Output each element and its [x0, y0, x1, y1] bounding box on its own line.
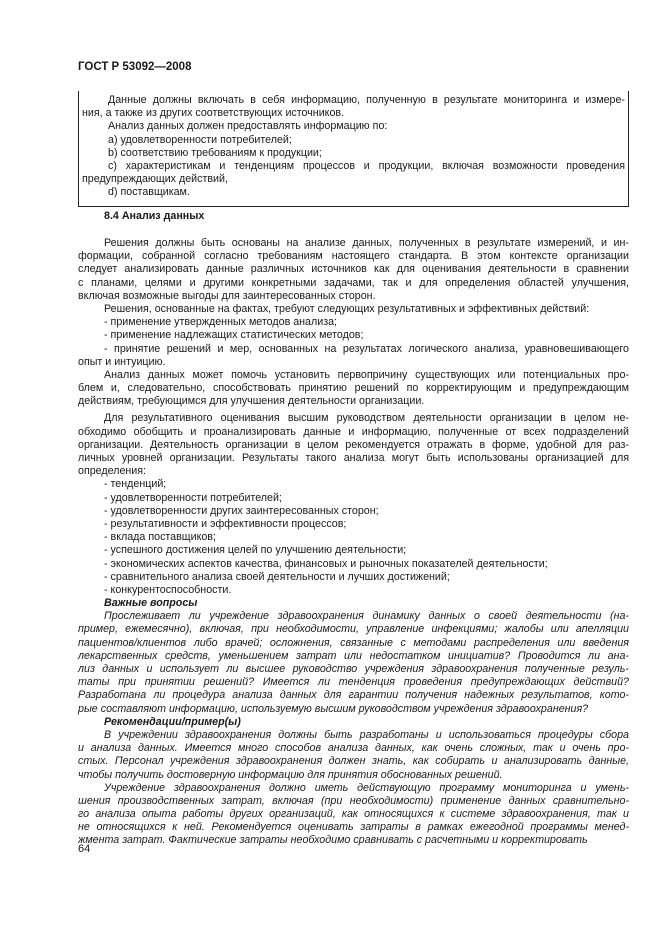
text-line: Данные должны включать в себя информацию, полученную в результате мониторинга и измере- [108, 94, 625, 106]
text-line: - экономических аспектов качества, финансовых и рыночных показателей деятельности; [104, 557, 548, 570]
text-line: c) характеристикам и тенденциям процессов и продукции, включая возможности проведения [108, 159, 625, 172]
list-item [78, 505, 629, 518]
text-line: рые составляют информацию, используемую высшим руководством учреждения здравоохранения? [78, 702, 589, 715]
text-line: личных уровней организации. Результаты такого анализа могут быть использованы организацией для [78, 452, 629, 464]
framed-text-box [78, 91, 629, 207]
text-line: - применение утвержденных методов анализа; [104, 316, 338, 329]
text-line: - тенденций; [104, 478, 167, 491]
text-line: шения производственных затрат, включая (при необходимости) применение данных сравнительно- [78, 794, 629, 807]
document-header: ГОСТ Р 53092—2008 [78, 61, 192, 73]
text-line: стых. Персонал учреждения здравоохранения должен знать, как собирать и анализировать данные, [78, 755, 629, 768]
text-line: d) поставщикам. [108, 186, 190, 199]
paragraph [82, 160, 625, 186]
paragraph [78, 782, 629, 848]
text-line: следует анализировать данные различных источников как для оценивания деятельности в сравнении [78, 263, 629, 276]
paragraph [78, 343, 629, 369]
page-number: 64 [78, 843, 91, 855]
text-line: Решения, основанные на фактах, требуют следующих результативных и эффективных действий: [104, 302, 590, 315]
list-item [82, 186, 625, 199]
text-line: предупреждающих действий, [82, 173, 228, 186]
paragraph [82, 120, 625, 133]
text-line: пример, ежемесячно), включая, при необходимости, управление инфекциями; жалобы или апелляции [78, 623, 629, 636]
text-line: Важные вопросы [104, 597, 198, 610]
text-line: - вклада поставщиков; [104, 531, 216, 544]
text-line: - успешного достижения целей по улучшению деятельности; [104, 544, 407, 557]
list-item [78, 531, 629, 544]
list-item [78, 492, 629, 505]
list-item [78, 571, 629, 584]
text-line: лекарственных средств, уменьшением затрат или недостатком инициатив? Проводится ли ана- [78, 649, 629, 662]
text-line: го анализа опыта работы других организаций, как относящихся к системе здравоохранения, так и [78, 808, 629, 821]
paragraph [78, 729, 629, 782]
subheading [78, 716, 629, 729]
text-line: a) удовлетворенности потребителей; [108, 133, 292, 146]
list-item [78, 518, 629, 531]
text-line: - применение надлежащих статистических методов; [104, 329, 364, 342]
text-line: - принятие решений и мер, основанных на результатах логического анализа, уравновешивающего [104, 342, 629, 355]
section-heading: 8.4 Анализ данных [104, 210, 205, 222]
text-line: определения: [78, 465, 147, 478]
document-body [78, 208, 629, 848]
text-line: - удовлетворенности потребителей; [104, 491, 282, 504]
list-item [78, 478, 629, 491]
text-line: и анализа данных. Имеется много способов анализа данных, как очень сложных, так и очень про- [78, 742, 629, 755]
list-item [78, 316, 629, 329]
text-line: формации, собранной согласно требованиям настоящего стандарта. В этом контексте организации [78, 250, 629, 263]
text-line: не относящихся к ней. Рекомендуется оценивать затраты в рамках ежегодной программы менед- [78, 821, 629, 834]
text-line: - удовлетворенности других заинтересованных сторон; [104, 504, 379, 517]
text-line: таты при принятии решений? Имеется ли тенденция проведения предупреждающих действий? [78, 676, 629, 689]
paragraph [78, 369, 629, 409]
text-line: Для результативного оценивания высшим руководством деятельности организации в целом не- [104, 412, 629, 425]
list-item [82, 147, 625, 160]
list-item [78, 558, 629, 571]
paragraph [78, 610, 629, 716]
text-line: лиз данных и использует ли высшее руководство учреждения здравоохранения полученные резуль- [78, 663, 629, 675]
subheading [78, 597, 629, 610]
text-line: действиям, требующимся для улучшения деятельности организации. [78, 395, 425, 408]
text-line: Решения должны быть основаны на анализе данных, полученных в результате измерений, и ин- [104, 237, 629, 249]
text-line: включая возможные выгоды для заинтересованных сторон. [78, 289, 376, 302]
text-line: - сравнительного анализа своей деятельности и лучших достижений; [104, 570, 450, 583]
text-line: блем и, следовательно, способствовать принятию решений по корректирующим и предупреждающим [78, 382, 629, 395]
text-line: ния, а также из других соответствующих источников. [82, 107, 345, 120]
list-item [78, 544, 629, 557]
list-item [78, 584, 629, 597]
paragraph [82, 94, 625, 120]
text-line: Рекомендации/пример(ы) [104, 715, 241, 728]
list-item [78, 329, 629, 342]
text-line: жмента затрат. Фактические затраты необходимо сравнивать с расчетными и корректировать [78, 834, 588, 847]
text-line: Анализ данных должен предоставлять информацию по: [108, 120, 388, 133]
text-line: b) соответствию требованиям к продукции; [108, 146, 322, 159]
text-line: обходимо обобщить и проанализировать данные и информацию, полученные от всех подразделений [78, 425, 629, 438]
text-line: Разработана ли процедура анализа данных для гарантии получения надежных результатов, кото- [78, 689, 629, 702]
text-line: Учреждение здравоохранения должно иметь действующую программу мониторинга и умень- [104, 781, 629, 794]
paragraph [78, 303, 629, 316]
paragraph [78, 237, 629, 303]
text-line: В учреждении здравоохранения должны быть разработаны и использоваться процедуры сбора [104, 728, 629, 741]
text-line: организации. Деятельность организации в целом рекомендуется отражать в форме, удобной для раз- [78, 438, 629, 451]
text-line: - конкурентоспособности. [104, 583, 232, 596]
text-line: - результативности и эффективности процессов; [104, 517, 347, 530]
text-line: опыт и интуицию. [78, 355, 166, 368]
text-line: Прослеживает ли учреждение здравоохранения динамику данных о своей деятельности (на- [104, 610, 629, 623]
list-item [82, 134, 625, 147]
text-line: Анализ данных может помочь установить первопричину существующих или потенциальных про- [104, 368, 629, 381]
text-line: чтобы получить достоверную информацию для принятия обоснованных решений. [78, 768, 503, 781]
text-line: с планами, целями и другими конкретными задачами, так и для определения областей улучшения, [78, 276, 629, 289]
text-line: пациентов/клиентов либо врачей; осложнения, связанные с методами распределения или введения [78, 636, 629, 649]
paragraph [78, 412, 629, 478]
